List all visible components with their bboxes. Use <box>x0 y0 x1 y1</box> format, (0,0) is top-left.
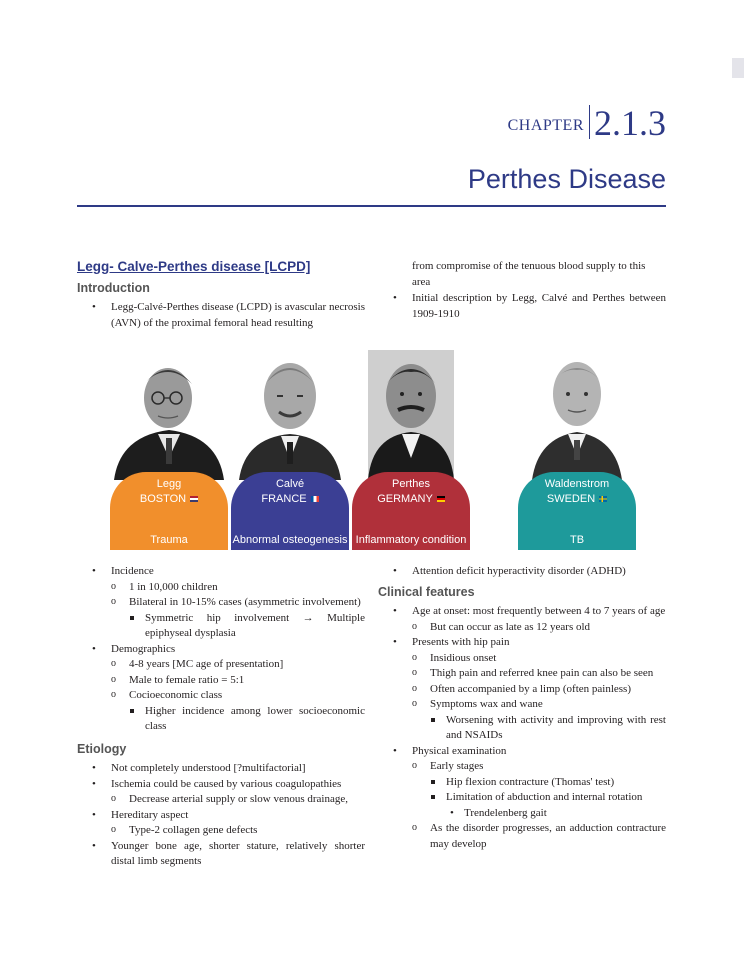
intro-list <box>77 300 365 331</box>
tile-legg <box>110 472 228 550</box>
list-item: o 1 in 10,000 children <box>77 580 365 596</box>
portrait-country <box>110 492 228 506</box>
list-item: o Type-2 collagen gene defects <box>77 823 365 839</box>
etiology-list <box>77 761 365 870</box>
introduction-heading: Introduction <box>77 280 150 295</box>
list-item: o Cocioeconomic class <box>77 688 365 704</box>
etiology-heading: Etiology <box>77 741 127 756</box>
list-item: o But can occur as late as 12 years old <box>378 620 666 636</box>
country-label: FRANCE <box>261 493 307 505</box>
germany-flag-icon <box>437 496 445 502</box>
list-item: o Decrease arterial supply or slow venous drainage, <box>77 792 365 808</box>
portrait-country <box>518 492 636 506</box>
portrait-theory: TB <box>569 534 585 546</box>
list-item: • Trendelenberg gait <box>378 806 666 822</box>
chapter-label <box>508 105 666 141</box>
portrait-theory: Abnormal osteogenesis <box>232 534 348 546</box>
tile-waldenstrom <box>518 472 636 550</box>
list-item: o Insidious onset <box>378 651 666 667</box>
list-item: • Demographics <box>77 642 365 658</box>
portrait-name: Perthes <box>392 478 430 490</box>
clinical-features-heading: Clinical features <box>378 584 475 599</box>
list-item: • Age at onset: most frequently between 4 to 7 years of age <box>378 604 666 620</box>
tile-perthes <box>352 472 470 550</box>
portrait-theory: Trauma <box>150 534 188 546</box>
country-label: GERMANY <box>377 493 433 505</box>
portrait-country <box>352 492 470 506</box>
list-item: • Initial description by Legg, Calvé and Perthes between 1909-1910 <box>378 291 666 322</box>
portrait-legg-image <box>110 354 228 480</box>
portrait-name: Calvé <box>275 478 305 490</box>
portrait-waldenstrom-image <box>518 348 636 480</box>
us-flag-icon <box>190 496 198 502</box>
list-item: o Male to female ratio = 5:1 <box>77 673 365 689</box>
incidence-list <box>77 564 365 735</box>
clinical-list <box>378 604 666 852</box>
list-item: • Ischemia could be caused by various coagulopathies <box>77 777 365 793</box>
left-bottom-column <box>77 564 365 870</box>
list-item: • Legg-Calvé-Perthes disease (LCPD) is avascular necrosis (AVN) of the proximal femoral head resulting <box>77 300 365 331</box>
left-top-column <box>77 259 365 331</box>
list-item: • Presents with hip pain <box>378 635 666 651</box>
portrait-calve-image <box>231 352 349 480</box>
portrait-name: Waldenstrom <box>544 478 610 490</box>
list-item: Higher incidence among lower socioeconomic class <box>77 704 365 735</box>
intro-list-continued <box>378 291 666 322</box>
page-edge-tab <box>732 58 744 78</box>
list-item: Worsening with activity and improving with rest and NSAIDs <box>378 713 666 744</box>
right-bottom-column <box>378 564 666 852</box>
list-item: • Not completely understood [?multifactorial] <box>77 761 365 777</box>
country-label: SWEDEN <box>546 493 596 505</box>
list-item: • Incidence <box>77 564 365 580</box>
list-item: o 4-8 years [MC age of presentation] <box>77 657 365 673</box>
tile-calve <box>231 472 349 550</box>
portrait-country <box>231 492 349 506</box>
country-label: BOSTON <box>139 493 187 505</box>
adhd-list <box>378 564 666 580</box>
right-top-column <box>378 259 666 322</box>
france-flag-icon <box>311 496 319 502</box>
list-item: • Physical examination <box>378 744 666 760</box>
list-item: • Hereditary aspect <box>77 808 365 824</box>
list-item: o As the disorder progresses, an adduction contracture may develop <box>378 821 666 852</box>
list-item: o Often accompanied by a limp (often painless) <box>378 682 666 698</box>
chapter-divider <box>589 105 590 139</box>
list-item: o Symptoms wax and wane <box>378 697 666 713</box>
chapter-title: Perthes Disease <box>467 164 666 194</box>
list-item: • Younger bone age, shorter stature, relatively shorter distal limb segments <box>77 839 365 870</box>
chapter-number: 2.1.3 <box>594 103 666 143</box>
sweden-flag-icon <box>599 496 607 502</box>
list-item: • Attention deficit hyperactivity disorder (ADHD) <box>378 564 666 580</box>
list-item: Symmetric hip involvement → Multiple epiphyseal dysplasia <box>77 611 365 642</box>
chapter-word: CHAPTER <box>507 117 584 134</box>
section-heading-lcpd: Legg- Calve-Perthes disease [LCPD] <box>77 259 311 274</box>
list-item: o Early stages <box>378 759 666 775</box>
list-item: o Thigh pain and referred knee pain can also be seen <box>378 666 666 682</box>
portrait-name: Legg <box>156 478 182 490</box>
list-item: Limitation of abduction and internal rotation <box>378 790 666 806</box>
portrait-theory: Inflammatory condition <box>355 534 467 546</box>
portraits-banner <box>110 346 635 550</box>
list-item: Hip flexion contracture (Thomas' test) <box>378 775 666 791</box>
title-rule <box>77 205 666 207</box>
continuation-text: from compromise of the tenuous blood supply to this area <box>412 260 646 288</box>
list-item: o Bilateral in 10-15% cases (asymmetric involvement) <box>77 595 365 611</box>
portrait-perthes-image <box>352 350 470 480</box>
